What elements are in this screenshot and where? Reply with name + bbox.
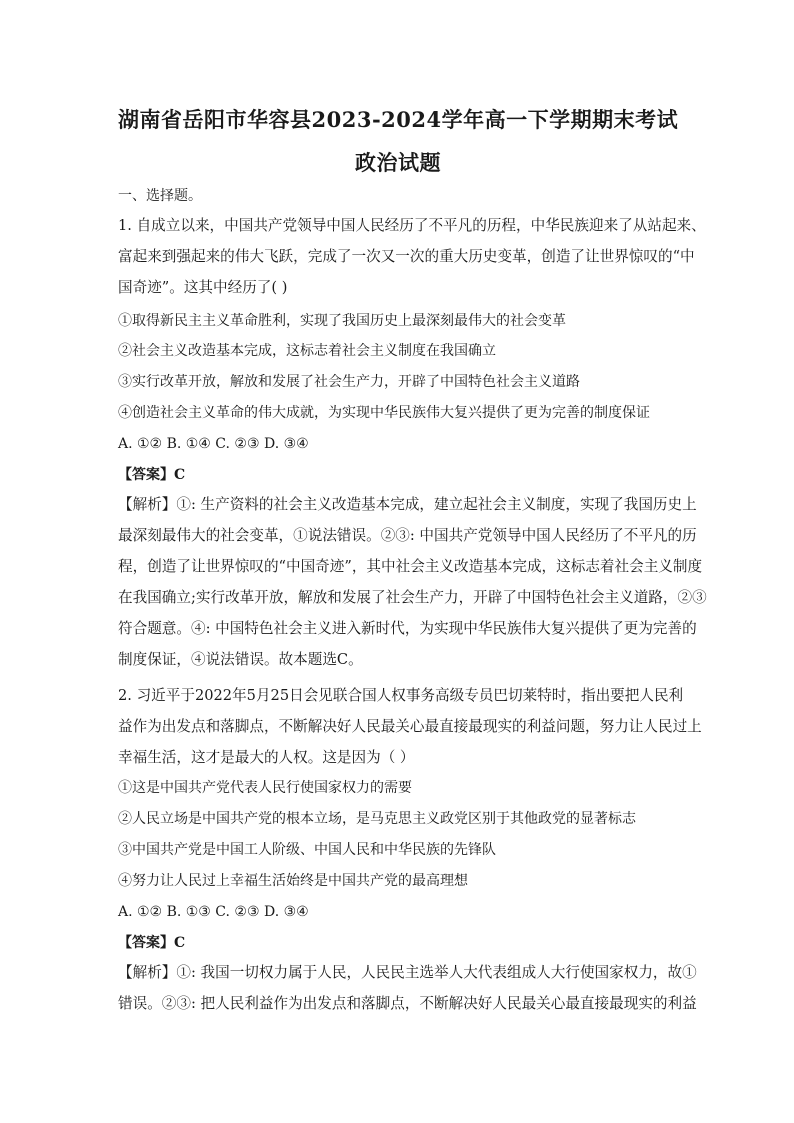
question-1-analysis-line: 【解析】①: 生产资料的社会主义改造基本完成，建立起社会主义制度，实现了我国历史上 xyxy=(118,496,697,513)
question-1-analysis-line: 最深刻最伟大的社会变革，①说法错误。②③: 中国共产党领导中国人民经历了不平凡的历 xyxy=(118,527,697,544)
question-2-stem-line: 幸福生活，这才是最大的人权。这是因为（ ） xyxy=(118,749,415,766)
question-1-stem xyxy=(118,210,706,303)
question-2-option: ②人民立场是中国共产党的根本立场，是马克思主义政党区别于其他政党的显著标志 xyxy=(118,811,636,827)
question-2-analysis-line: 错误。②③: 把人民利益作为出发点和落脚点，不断解决好人民最关心最直接最现实的利益 xyxy=(118,995,697,1012)
question-1-choices: A. ①② B. ①④ C. ②③ D. ③④ xyxy=(118,436,309,452)
question-1-analysis-line: 程，创造了让世界惊叹的“中国奇迹”，其中社会主义改造基本完成，这标志着社会主义制度 xyxy=(118,558,703,575)
exam-title: 湖南省岳阳市华容县2023-2024学年高一下学期期末考试 xyxy=(118,107,679,132)
exam-subtitle: 政治试题 xyxy=(355,150,441,175)
question-2-option: ①这是中国共产党代表人民行使国家权力的需要 xyxy=(118,780,412,796)
question-1-analysis xyxy=(118,489,707,675)
question-2-analysis-line: 【解析】①: 我国一切权力属于人民，人民民主选举人大代表组成人大行使国家权力，故① xyxy=(118,964,697,981)
question-2-stem xyxy=(118,680,702,773)
question-1-analysis-line: 符合题意。④: 中国特色社会主义进入新时代，为实现中华民族伟大复兴提供了更为完善的 xyxy=(118,620,697,637)
question-1-stem-line: 国奇迹”。这其中经历了( ) xyxy=(118,279,288,296)
question-2-option: ④努力让人民过上幸福生活始终是中国共产党的最高理想 xyxy=(118,873,468,889)
question-2-analysis xyxy=(118,957,697,1019)
question-2-choices: A. ①② B. ①③ C. ②③ D. ③④ xyxy=(118,904,309,920)
question-1-stem-line: 1. 自成立以来，中国共产党领导中国人民经历了不平凡的历程，中华民族迎来了从站起来、 xyxy=(118,217,706,234)
question-1-analysis-line: 在我国确立;实行改革开放，解放和发展了社会生产力，开辟了中国特色社会主义道路，②③ xyxy=(118,589,707,606)
question-1-option: ④创造社会主义革命的伟大成就，为实现中华民族伟大复兴提供了更为完善的制度保证 xyxy=(118,405,650,421)
question-1-analysis-line: 制度保证，④说法错误。故本题选C。 xyxy=(118,651,363,668)
question-1-stem-line: 富起来到强起来的伟大飞跃，完成了一次又一次的重大历史变革，创造了让世界惊叹的“中 xyxy=(118,248,695,265)
question-2-answer: 【答案】C xyxy=(118,935,186,951)
question-1-answer: 【答案】C xyxy=(118,467,186,483)
question-2-stem-line: 益作为出发点和落脚点，不断解决好人民最关心最直接最现实的利益问题，努力让人民过上 xyxy=(118,718,702,735)
question-2-stem-line: 2. 习近平于2022年5月25日会见联合国人权事务高级专员巴切莱特时，指出要把人民利 xyxy=(118,687,684,704)
question-2-option: ③中国共产党是中国工人阶级、中国人民和中华民族的先锋队 xyxy=(118,842,496,858)
question-1-option: ③实行改革开放，解放和发展了社会生产力，开辟了中国特色社会主义道路 xyxy=(118,374,580,390)
question-1-option: ①取得新民主主义革命胜利，实现了我国历史上最深刻最伟大的社会变革 xyxy=(118,313,566,329)
question-1-option: ②社会主义改造基本完成，这标志着社会主义制度在我国确立 xyxy=(118,343,496,359)
section-heading: 一、选择题。 xyxy=(118,188,202,204)
